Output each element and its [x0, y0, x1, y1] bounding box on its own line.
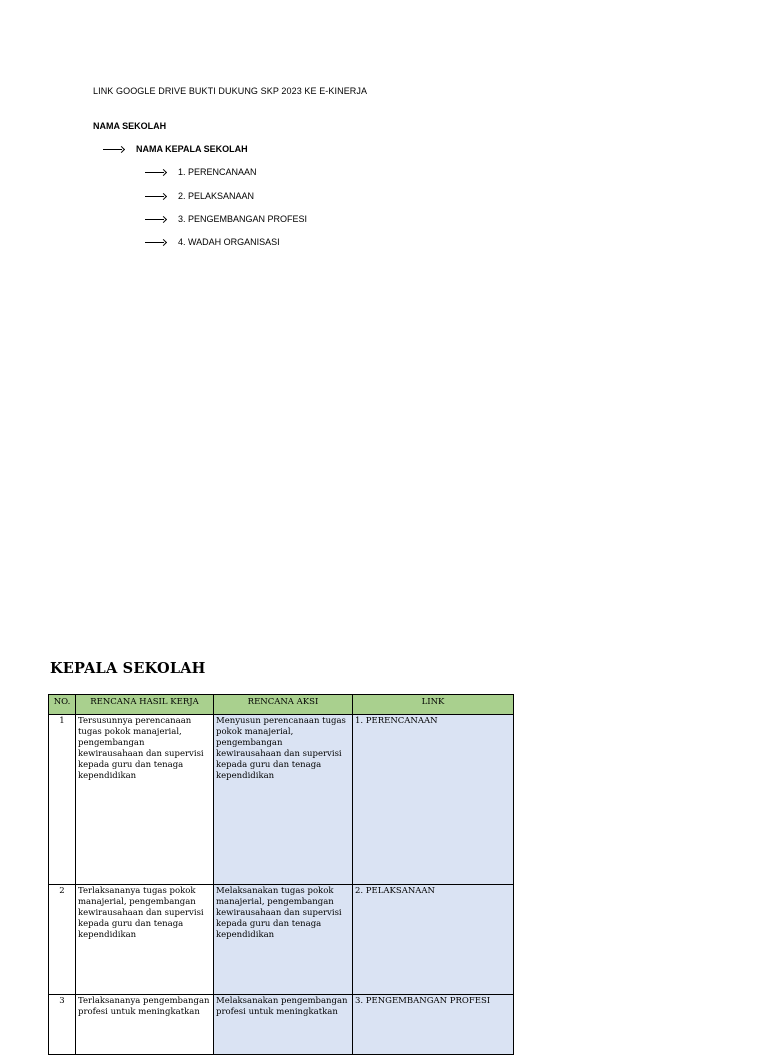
- link-cell[interactable]: 1. PERENCANAAN: [353, 715, 514, 885]
- arrow-right-icon: [145, 190, 167, 202]
- row-number: 3: [49, 995, 76, 1055]
- link-cell[interactable]: 2. PELAKSANAAN: [353, 885, 514, 995]
- rhk-cell: Terlaksananya tugas pokok manajerial, pengembangan kewirausahaan dan supervisi kepada guru dan tenaga kependidikan: [76, 885, 214, 995]
- tree-item-label: 4. WADAH ORGANISASI: [178, 237, 280, 247]
- tree-item-principal: [103, 143, 248, 155]
- tree-item-label: 2. PELAKSANAAN: [178, 191, 255, 201]
- document-header: LINK GOOGLE DRIVE BUKTI DUKUNG SKP 2023 KE E-KINERJA: [93, 86, 368, 96]
- aksi-cell: Melaksanakan tugas pokok manajerial, pengembangan kewirausahaan dan supervisi kepada guru dan tenaga kependidikan: [214, 885, 353, 995]
- tree-item-pelaksanaan: [145, 190, 254, 202]
- rhk-cell: Terlaksananya pengembangan profesi untuk meningkatkan: [76, 995, 214, 1055]
- tree-item-wadah-organisasi: [145, 236, 280, 248]
- column-header-aksi: RENCANA AKSI: [214, 695, 353, 715]
- arrow-right-icon: [145, 236, 167, 248]
- school-name-label: NAMA SEKOLAH: [93, 121, 167, 131]
- arrow-right-icon: [145, 166, 167, 178]
- table-row: [49, 715, 514, 885]
- arrow-right-icon: [145, 213, 167, 225]
- aksi-cell: Menyusun perencanaan tugas pokok manajerial, pengembangan kewirausahaan dan supervisi kepada guru dan tenaga kependidikan: [214, 715, 353, 885]
- row-number: 2: [49, 885, 76, 995]
- tree-item-label: 1. PERENCANAAN: [178, 167, 257, 177]
- table-row: [49, 995, 514, 1055]
- aksi-cell: Melaksanakan pengembangan profesi untuk meningkatkan: [214, 995, 353, 1055]
- link-cell[interactable]: 3. PENGEMBANGAN PROFESI: [353, 995, 514, 1055]
- tree-item-pengembangan-profesi: [145, 213, 307, 225]
- work-plan-table: [48, 694, 514, 1055]
- tree-item-perencanaan: [145, 166, 257, 178]
- rhk-cell: Tersusunnya perencanaan tugas pokok manajerial, pengembangan kewirausahaan dan supervisi kepada guru dan tenaga kependidikan: [76, 715, 214, 885]
- column-header-rhk: RENCANA HASIL KERJA: [76, 695, 214, 715]
- row-number: 1: [49, 715, 76, 885]
- column-header-link: LINK: [353, 695, 514, 715]
- table-row: [49, 885, 514, 995]
- arrow-right-icon: [103, 143, 125, 155]
- section-title: KEPALA SEKOLAH: [50, 660, 206, 677]
- column-header-no: NO.: [49, 695, 76, 715]
- principal-name-label: NAMA KEPALA SEKOLAH: [136, 144, 248, 154]
- table-header-row: [49, 695, 514, 715]
- tree-item-label: 3. PENGEMBANGAN PROFESI: [178, 214, 308, 224]
